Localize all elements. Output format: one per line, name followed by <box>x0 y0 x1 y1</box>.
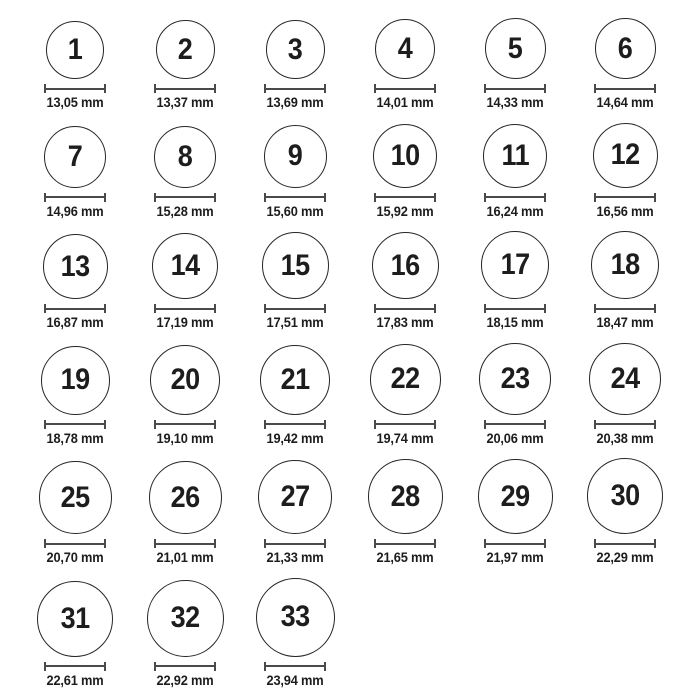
ring-size-number: 19 <box>60 363 90 396</box>
ring-size-cell <box>240 458 350 565</box>
diameter-label: 20,70 mm <box>46 550 104 565</box>
diameter-label: 18,15 mm <box>486 315 544 330</box>
diameter-measure-line <box>484 84 546 93</box>
diameter-measure-line <box>154 304 216 313</box>
ring-size-cell <box>130 123 240 219</box>
diameter-label: 14,33 mm <box>486 95 544 110</box>
ring-size-circle <box>370 344 441 415</box>
ring-size-cell <box>460 231 570 330</box>
diameter-label: 16,24 mm <box>486 203 544 219</box>
diameter-label: 13,69 mm <box>266 95 324 110</box>
ring-size-cell <box>350 123 460 219</box>
diameter-label: 19,10 mm <box>156 430 214 446</box>
ring-size-number: 27 <box>280 480 310 513</box>
ring-size-circle <box>258 460 332 534</box>
ring-size-number: 1 <box>67 33 83 66</box>
diameter-label: 14,96 mm <box>46 203 104 219</box>
diameter-measure-line <box>154 84 216 93</box>
ring-size-circle <box>150 345 220 415</box>
diameter-label: 17,51 mm <box>266 315 324 330</box>
diameter-measure-line <box>374 420 436 429</box>
diameter-measure-line <box>44 193 106 202</box>
ring-size-row <box>20 458 680 565</box>
ring-size-number: 10 <box>390 138 420 172</box>
diameter-label: 20,06 mm <box>486 430 544 446</box>
ring-size-circle <box>368 459 443 534</box>
ring-size-circle <box>46 21 104 79</box>
ring-size-number: 29 <box>500 479 530 513</box>
ring-size-circle <box>375 19 435 79</box>
diameter-label: 22,92 mm <box>156 672 214 688</box>
diameter-label: 14,01 mm <box>376 95 434 110</box>
ring-size-row <box>20 123 680 219</box>
ring-size-number: 11 <box>501 138 529 172</box>
ring-size-cell <box>570 343 680 446</box>
diameter-label: 17,83 mm <box>376 315 434 330</box>
diameter-label: 19,42 mm <box>266 430 324 446</box>
ring-size-number: 23 <box>500 361 530 395</box>
ring-size-circle <box>595 18 656 79</box>
diameter-label: 13,05 mm <box>46 95 104 110</box>
ring-size-circle <box>149 461 222 534</box>
ring-size-cell <box>20 343 130 446</box>
ring-size-number: 21 <box>280 362 310 396</box>
ring-size-cell <box>20 18 130 110</box>
ring-size-circle <box>37 581 113 657</box>
diameter-label: 22,29 mm <box>596 550 654 565</box>
diameter-measure-line <box>264 539 326 548</box>
ring-size-cell <box>20 458 130 565</box>
ring-size-number: 30 <box>610 479 640 512</box>
diameter-measure-line <box>154 193 216 202</box>
ring-size-number: 22 <box>390 362 420 395</box>
ring-size-cell <box>350 343 460 446</box>
diameter-label: 21,33 mm <box>266 550 324 565</box>
diameter-measure-line <box>44 84 106 93</box>
ring-size-cell <box>130 231 240 330</box>
diameter-measure-line <box>264 193 326 202</box>
ring-size-cell <box>240 343 350 446</box>
ring-size-circle <box>44 126 106 188</box>
diameter-measure-line <box>484 193 546 202</box>
diameter-measure-line <box>594 420 656 429</box>
ring-size-number: 5 <box>507 31 523 65</box>
diameter-measure-line <box>154 539 216 548</box>
ring-size-circle <box>156 20 215 79</box>
ring-size-cell <box>460 343 570 446</box>
ring-size-row <box>20 18 680 110</box>
diameter-measure-line <box>44 662 106 671</box>
diameter-label: 16,87 mm <box>46 315 104 330</box>
ring-size-circle <box>264 125 327 188</box>
ring-size-circle <box>152 233 218 299</box>
ring-size-cell <box>570 18 680 110</box>
ring-size-circle <box>587 458 663 534</box>
ring-size-number: 2 <box>177 32 193 66</box>
ring-size-number: 14 <box>170 249 200 282</box>
diameter-label: 14,64 mm <box>596 95 654 110</box>
ring-size-number: 33 <box>280 600 310 633</box>
ring-size-cell <box>240 231 350 330</box>
ring-size-cell <box>350 458 460 565</box>
ring-size-number: 6 <box>617 31 633 65</box>
ring-size-cell <box>130 458 240 565</box>
ring-size-number: 4 <box>397 32 413 65</box>
diameter-measure-line <box>374 539 436 548</box>
diameter-label: 22,61 mm <box>46 672 104 688</box>
diameter-label: 21,97 mm <box>486 550 544 565</box>
diameter-label: 19,74 mm <box>376 430 434 446</box>
diameter-label: 15,28 mm <box>156 203 214 219</box>
diameter-measure-line <box>264 662 326 671</box>
ring-size-circle <box>266 20 325 79</box>
ring-size-cell <box>570 231 680 330</box>
diameter-measure-line <box>154 662 216 671</box>
diameter-measure-line <box>484 304 546 313</box>
ring-size-number: 18 <box>610 248 640 281</box>
ring-size-circle <box>256 578 335 657</box>
ring-size-number: 7 <box>67 139 83 173</box>
diameter-label: 15,92 mm <box>376 203 434 219</box>
ring-size-number: 13 <box>60 249 90 283</box>
diameter-label: 18,47 mm <box>596 315 654 330</box>
diameter-measure-line <box>264 304 326 313</box>
ring-size-circle <box>481 231 549 299</box>
diameter-label: 21,65 mm <box>376 550 434 565</box>
ring-size-cell <box>130 343 240 446</box>
ring-size-circle <box>593 123 658 188</box>
ring-size-cell <box>20 231 130 330</box>
ring-size-cell <box>460 18 570 110</box>
ring-size-cell <box>20 578 130 688</box>
ring-size-number: 28 <box>390 479 420 513</box>
diameter-measure-line <box>264 84 326 93</box>
ring-size-circle <box>478 459 553 534</box>
ring-size-circle <box>479 343 551 415</box>
diameter-measure-line <box>374 84 436 93</box>
ring-size-number: 26 <box>170 480 200 514</box>
ring-size-row <box>20 231 680 330</box>
diameter-label: 16,56 mm <box>596 203 654 219</box>
ring-size-circle <box>483 124 547 188</box>
diameter-measure-line <box>594 539 656 548</box>
ring-size-number: 32 <box>170 601 200 634</box>
diameter-label: 21,01 mm <box>156 550 214 565</box>
ring-size-number: 24 <box>610 361 640 395</box>
diameter-label: 18,78 mm <box>46 430 104 446</box>
diameter-label: 15,60 mm <box>266 203 324 219</box>
ring-size-number: 31 <box>60 601 90 635</box>
ring-size-number: 8 <box>177 139 193 173</box>
diameter-measure-line <box>154 420 216 429</box>
ring-size-circle <box>154 126 216 188</box>
diameter-measure-line <box>594 84 656 93</box>
ring-size-circle <box>262 232 329 299</box>
ring-size-cell <box>240 18 350 110</box>
diameter-measure-line <box>594 193 656 202</box>
diameter-measure-line <box>264 420 326 429</box>
diameter-measure-line <box>484 539 546 548</box>
diameter-measure-line <box>484 420 546 429</box>
ring-size-row <box>20 578 680 688</box>
diameter-label: 23,94 mm <box>266 672 324 688</box>
ring-size-row <box>20 343 680 446</box>
ring-size-number: 9 <box>287 139 303 172</box>
ring-size-cell <box>240 123 350 219</box>
diameter-measure-line <box>374 193 436 202</box>
ring-size-circle <box>43 234 108 299</box>
ring-size-circle <box>373 124 437 188</box>
diameter-label: 13,37 mm <box>156 95 214 110</box>
ring-size-circle <box>589 343 661 415</box>
diameter-label: 20,38 mm <box>596 430 654 446</box>
diameter-measure-line <box>44 420 106 429</box>
ring-size-number: 12 <box>610 138 640 171</box>
ring-size-number: 3 <box>287 32 303 66</box>
ring-size-cell <box>570 123 680 219</box>
ring-size-number: 25 <box>60 480 90 514</box>
ring-size-circle <box>591 231 659 299</box>
ring-size-cell <box>570 458 680 565</box>
ring-size-circle <box>39 461 112 534</box>
ring-size-cell <box>350 18 460 110</box>
ring-size-cell <box>240 578 350 688</box>
ring-size-cell <box>460 123 570 219</box>
ring-size-number: 20 <box>170 362 200 396</box>
ring-size-circle <box>260 345 330 415</box>
ring-size-cell <box>130 18 240 110</box>
diameter-measure-line <box>374 304 436 313</box>
ring-size-circle <box>41 346 110 415</box>
ring-size-circle <box>147 580 224 657</box>
ring-size-cell <box>130 578 240 688</box>
ring-size-number: 15 <box>280 248 310 282</box>
ring-size-circle <box>485 18 546 79</box>
ring-size-cell <box>460 458 570 565</box>
diameter-label: 17,19 mm <box>156 315 214 330</box>
diameter-measure-line <box>44 304 106 313</box>
ring-size-number: 16 <box>390 248 420 282</box>
ring-size-circle <box>372 232 439 299</box>
ring-size-cell <box>20 123 130 219</box>
ring-size-number: 17 <box>500 248 530 281</box>
diameter-measure-line <box>44 539 106 548</box>
ring-size-cell <box>350 231 460 330</box>
diameter-measure-line <box>594 304 656 313</box>
